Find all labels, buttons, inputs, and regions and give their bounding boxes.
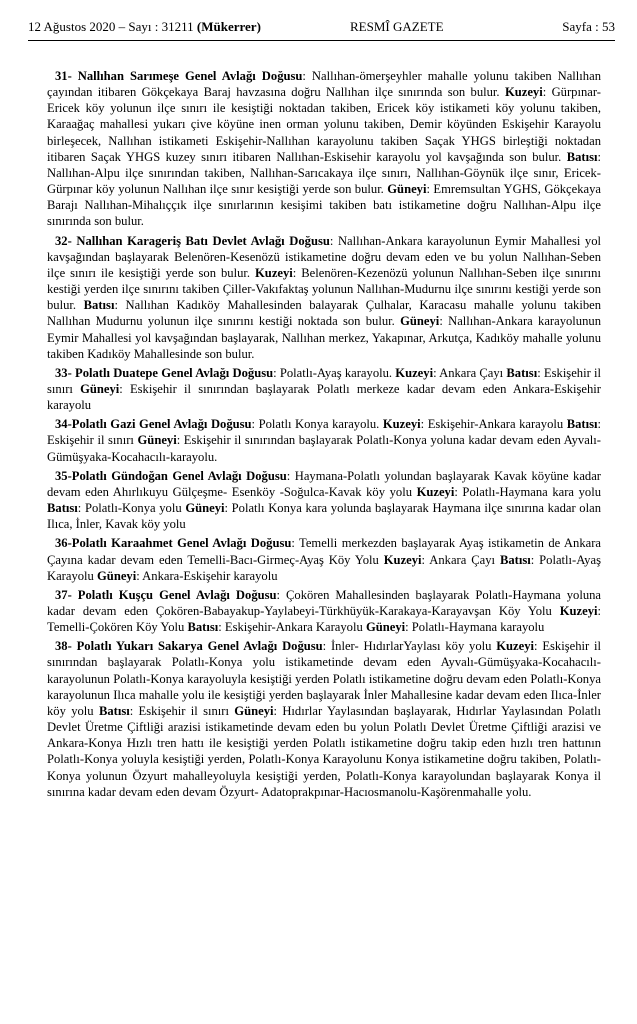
south-label: Güneyi bbox=[234, 703, 274, 718]
north-text: : Polatlı-Haymana kara yolu bbox=[454, 484, 601, 499]
east-label: Doğusu bbox=[246, 468, 287, 483]
east-label: Doğusu bbox=[289, 233, 330, 248]
entry-title: 37- Polatlı Kuşçu Genel Avlağı bbox=[55, 587, 230, 602]
east-label: Doğusu bbox=[250, 536, 292, 551]
north-text: : Eskişehir-Ankara karayolu bbox=[420, 417, 567, 432]
south-text: : Ankara-Eskişehir karayolu bbox=[136, 568, 278, 583]
entry-title: 31- Nallıhan Sarımeşe Genel Avlağı bbox=[55, 69, 256, 83]
hunting-area-entry bbox=[47, 468, 601, 533]
west-text: : Eskişehir-Ankara Karayolu bbox=[218, 620, 366, 635]
south-label: Güneyi bbox=[365, 620, 406, 635]
south-label: Güneyi bbox=[80, 381, 120, 396]
north-label: Kuzeyi bbox=[496, 639, 535, 654]
west-label: Batısı bbox=[506, 365, 538, 380]
entry-title: 33- Polatlı Duatepe Genel Avlağı bbox=[55, 365, 230, 380]
west-label: Batısı bbox=[499, 552, 531, 567]
west-label: Batısı bbox=[83, 298, 115, 313]
east-text: : Temelli merkezden başlayarak Ayaş istikametin de Ankara Çayına kadar devam eden Temelli-Bacı-Girmeç-Ayaş Köy Yolu bbox=[47, 536, 601, 567]
north-label: Kuzeyi bbox=[504, 85, 543, 100]
south-label: Güneyi bbox=[185, 501, 225, 516]
hunting-area-entry bbox=[47, 638, 601, 800]
east-text: : Nallıhan-Ankara karayolunun Eymir Mahallesi yol kavşağından başlayarak Belenören-Kesenözü istikametine doğru devam eden ve bu yolun Nallıhan-Seben ilçe sınırı ile kesiştiği yerde son bulur. bbox=[47, 233, 602, 280]
west-text: : Polatlı-Konya yolu bbox=[77, 501, 186, 516]
page-content bbox=[47, 68, 601, 803]
north-label: Kuzeyi bbox=[255, 265, 293, 280]
east-text: : Haymana-Polatlı yolundan başlayarak Kavak köyüne kadar devam eden Ahırlıkuyu Gülçeşme- Esenköy -Soğulca-Kavak köy yolu bbox=[47, 468, 601, 499]
hunting-area-entry bbox=[47, 416, 601, 464]
south-label: Güneyi bbox=[137, 433, 177, 448]
north-text: : Belenören-Kezenözü yolunun Nallıhan-Seben ilçe sınırını kestiği yerden ilçe sınırını takiben Çiller-Vakıfaktaş yolunun Nallıhan-Mudurnu ilçe sınırını kestiği yerde son bulur. bbox=[47, 265, 601, 313]
east-text: : Çokören Mahallesinden başlayarak Polatlı-Haymana yoluna kadar devam eden Çokören-Babayakup-Yaylabeyi-Türkhüyük-Karakaya-Karayavşan Köy Yolu bbox=[47, 587, 602, 618]
header-page-number: Sayfa : 53 bbox=[562, 19, 615, 34]
east-label: Doğusu bbox=[235, 587, 277, 602]
west-text: : Nallıhan-Alpu ilçe sınırından takiben, Nallıhan-Sarıcakaya ilçe sınırı, Nallıhan-Göynük ilçe sınır, Ericek-Gürpınar köy yolunun Nallıhan ilçe sınır kesiştiği yerde son bulur. bbox=[47, 149, 601, 197]
south-text: : Eskişehir il sınırından başlayarak Polatlı-Konya yoluna kadar devam eden Ayvalı-Gümüşyaka-Kocahacılı-karayolu. bbox=[47, 433, 601, 464]
hunting-area-entry bbox=[47, 365, 601, 413]
west-label: Batısı bbox=[187, 620, 219, 635]
west-label: Batısı bbox=[47, 501, 78, 516]
header-date-issue bbox=[28, 19, 261, 35]
east-label: Doğusu bbox=[210, 417, 252, 432]
south-text: : Emremsultan YGHS, Gökçekaya Barajı Nallıhan-Mihalıççık ilçe sınırlarının kesişimi takiben batı istikametine doğru Nallıhan-Alpu ilçe sınırında son bulur. bbox=[47, 182, 601, 229]
hunting-area-entry bbox=[47, 68, 601, 230]
east-text: : Polatlı-Ayaş karayolu. bbox=[273, 365, 396, 380]
north-label: Kuzeyi bbox=[382, 417, 421, 432]
south-label: Güneyi bbox=[400, 314, 440, 329]
east-label: Doğusu bbox=[261, 69, 303, 83]
east-label: Doğusu bbox=[232, 365, 274, 380]
header-paper-name: RESMÎ GAZETE bbox=[350, 19, 444, 34]
south-label: Güneyi bbox=[97, 568, 137, 583]
south-label: Güneyi bbox=[387, 182, 427, 197]
hunting-area-entry bbox=[47, 535, 601, 583]
west-text: : Eskişehir il sınırı bbox=[47, 365, 602, 396]
west-label: Batısı bbox=[566, 417, 598, 432]
west-text: : Eskişehir il sınırı bbox=[47, 417, 601, 448]
north-label: Kuzeyi bbox=[383, 552, 422, 567]
north-text: : Temelli-Çokören Köy Yolu bbox=[47, 604, 601, 635]
east-text: : Polatlı Konya karayolu. bbox=[251, 417, 383, 432]
south-text: : Nallıhan-Ankara karayolunun Eymir Mahallesi yol kavşağından başlayarak, Nallıhan merkez, Yakapınar, Arkutça, Kadıköy mahalle yolunu takiben Kadıköy Mahallesinde son bulur. bbox=[47, 314, 601, 361]
south-text: : Eskişehir il sınırından başlayarak Polatlı merkeze kadar devam eden Ankara-Eskişehir karayolu bbox=[47, 381, 601, 413]
west-text: : Eskişehir il sınırı bbox=[129, 703, 235, 718]
east-label: Doğusu bbox=[282, 639, 323, 654]
entry-title: 36-Polatlı Karaahmet Genel Avlağı bbox=[55, 536, 247, 551]
west-text: : Nallıhan Kadıköy Mahallesinden balayarak Çulhalar, Karacasu mahalle yolunu takiben Nallıhan Mudurnu yolunun ilçe sınırını kestiği noktada son bulur. bbox=[47, 298, 602, 329]
hunting-area-entry bbox=[47, 233, 601, 362]
page-header bbox=[28, 14, 615, 41]
east-text: : Nallıhan-ömerşeyhler mahalle yolunu takiben Nallıhan çayından itibaren Gökçekaya Baraj havzasına doğru Nallıhan ilçe sınırında son bulur. bbox=[47, 69, 601, 100]
south-text: : Polatlı-Haymana karayolu bbox=[405, 620, 545, 635]
south-text: : Hıdırlar Yaylasından başlayarak, Hıdırlar Yaylasından Polatlı Devlet Üretme Çiftliği arazisi istikametinde devam eden bu yolun Polatlı Devlet Üretme Çiftliği arazisi ve Ankara-Konya Hızlı tren hattı ile kesiştiği yerden Polatlı istikametine doğru takip eden hızlı tren hattının Polatlı-Konya yoluyla kesiştiği yerden, Polatlı-Konya Karayolunu Konya istikametine doğru takiben, Polatlı-Konya yolunun Özyurt mahalleyoluyla kesiştiği yerden, Polatlı-Konya karayolundan başlayarak Konya il sınırına kadar devam eden devam Özyurt- Adatoprakpınar-Hacıosmanolu-Kaşörenmahalle yolu. bbox=[47, 703, 601, 799]
south-text: : Polatlı Konya kara yolunda başlayarak Haymana ilçe sınırına kadar olan Ilıca, İnler, Kavak köy yolu bbox=[47, 501, 601, 532]
north-label: Kuzeyi bbox=[559, 604, 598, 618]
header-extra: (Mükerrer) bbox=[196, 19, 261, 34]
entry-title: 38- Polatlı Yukarı Sakarya Genel Avlağı bbox=[55, 639, 278, 654]
west-text: : Polatlı-Ayaş Karayolu bbox=[47, 552, 601, 583]
north-label: Kuzeyi bbox=[416, 484, 455, 499]
north-text: : Ankara Çayı bbox=[421, 552, 500, 567]
west-label: Batısı bbox=[98, 703, 130, 718]
hunting-area-entry bbox=[47, 587, 601, 635]
north-text: : Ankara Çayı bbox=[433, 365, 507, 380]
north-text: : Eskişehir il sınırından başlayarak Polatlı-Konya yolu istikametinde devam eden Ayvalı-Gümüşyaka-Kocahacılı-karayolunun Polatlı-Konya karayoluyla kesiştiği yerden Polatlı istikametine doğru devam eden Polatlı-Konya karayolunun Ilıca mahalle yolu ile kesiştiği yerden başlayarak İnler Mahallesine kadar devam eden Ilıca-İnler köy yolu bbox=[47, 639, 601, 718]
header-date-text: 12 Ağustos 2020 – Sayı : 31211 bbox=[28, 19, 197, 34]
entry-title: 34-Polatlı Gazi Genel Avlağı bbox=[55, 417, 208, 432]
entry-title: 35-Polatlı Gündoğan Genel Avlağı bbox=[55, 468, 242, 483]
north-text: : Gürpınar-Ericek köy yolunun ilçe sınırı ile kesiştiği noktadan takiben, Ericek köy istikameti köy yolunu takiben, Karaağaç mahallesi yukarı çive köyüne inen orman yolunu takiben, Demir köyünden Eskişehir Karayolu birleşecek, Nallıhan istikameti Eskişehir-Nallıhan karayolunu takiben Saçak YHGS birleştiği noktadan itibaren Saçak YHGS kuzey sınırı itibaren Nallıhan-Eskisehir karayolu yol kavşağında son bulur. bbox=[47, 85, 601, 164]
east-text: : İnler- HıdırlarYaylası köy yolu bbox=[322, 639, 497, 654]
west-label: Batısı bbox=[566, 149, 598, 164]
north-label: Kuzeyi bbox=[395, 365, 434, 380]
entry-title: 32- Nallıhan Karageriş Batı Devlet Avlağı bbox=[55, 233, 285, 248]
